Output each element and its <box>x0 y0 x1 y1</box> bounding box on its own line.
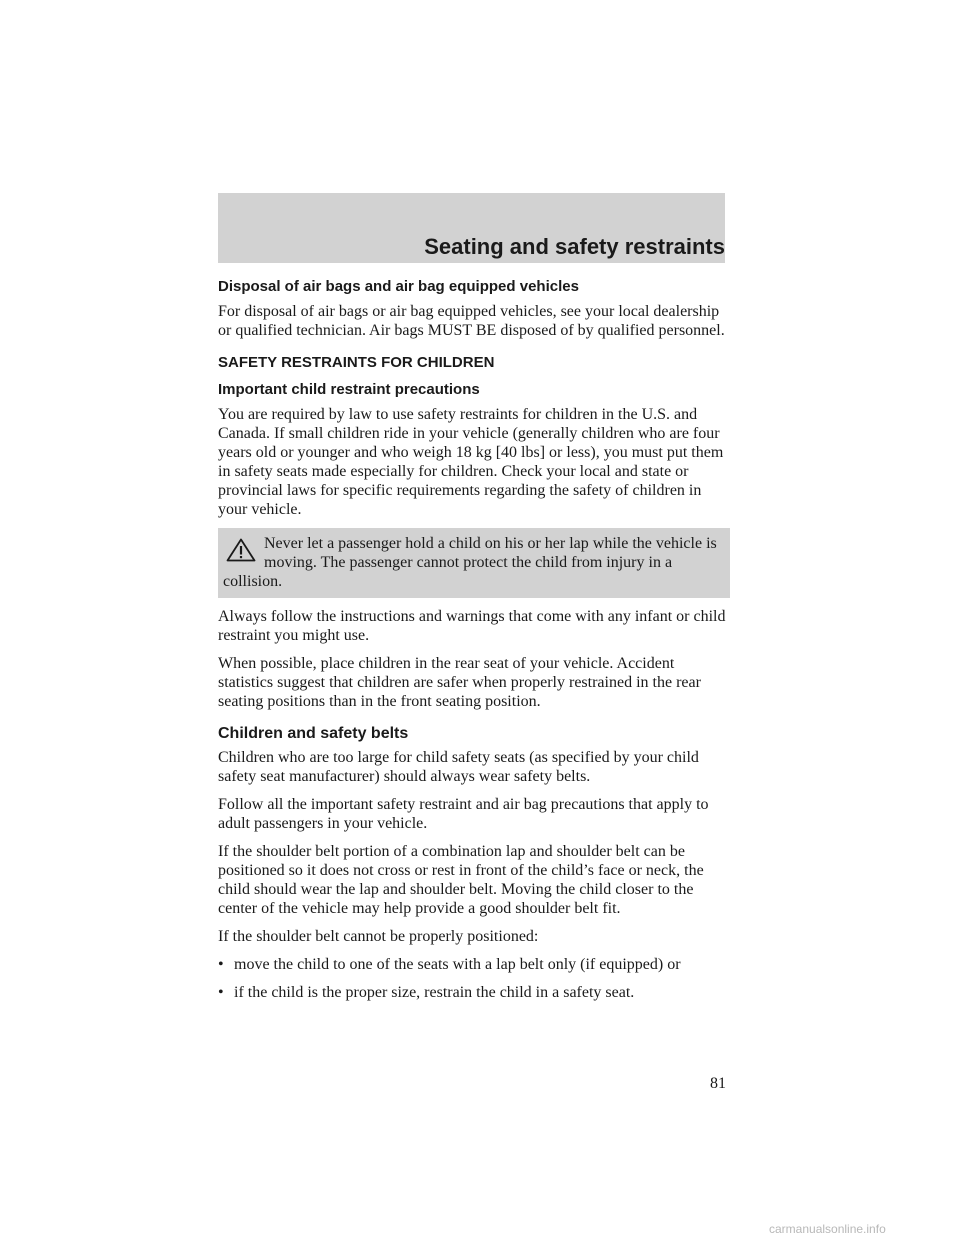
page-number: 81 <box>710 1075 726 1092</box>
warning-triangle-icon <box>226 538 256 562</box>
rear-seat-text: When possible, place children in the rear seat of your vehicle. Accident statistics suggest that children are safer when properly restrained in the rear seating positions than in the front seating position. <box>218 655 701 710</box>
follow-instructions-text: Always follow the instructions and warnings that come with any infant or child restraint you might use. <box>218 608 726 644</box>
precautions-heading: Important child restraint precautions <box>218 381 480 398</box>
safety-belts-p3: If the shoulder belt portion of a combination lap and shoulder belt can be positioned so it does not cross or rest in front of the child’s face or neck, the child should wear the lap and shoulder belt. Moving the child closer to the center of the vehicle may help provide a good shoulder belt fit. <box>218 843 704 917</box>
bullet-text: move the child to one of the seats with a lap belt only (if equipped) or <box>234 956 681 973</box>
bullet-item <box>218 983 730 1002</box>
bullet-item <box>218 955 730 974</box>
warning-text: Never let a passenger hold a child on his or her lap while the vehicle is moving. The passenger cannot protect the child from injury in a collision. <box>223 535 717 590</box>
safety-belts-p4: If the shoulder belt cannot be properly positioned: <box>218 928 539 945</box>
safety-belts-heading: Children and safety belts <box>218 725 409 742</box>
children-section-heading: SAFETY RESTRAINTS FOR CHILDREN <box>218 354 495 371</box>
bullet-glyph: • <box>218 984 224 1001</box>
safety-belts-p2: Follow all the important safety restraint and air bag precautions that apply to adult passengers in your vehicle. <box>218 796 709 832</box>
safety-belts-p1: Children who are too large for child safety seats (as specified by your child safety seat manufacturer) should always wear safety belts. <box>218 749 699 785</box>
disposal-body: For disposal of air bags or air bag equipped vehicles, see your local dealership or qualified technician. Air bags MUST BE disposed of by qualified personnel. <box>218 303 725 339</box>
page-content <box>218 278 730 1011</box>
warning-box <box>218 528 730 598</box>
watermark: carmanualsonline.info <box>769 1222 886 1236</box>
precautions-body: You are required by law to use safety restraints for children in the U.S. and Canada. If small children ride in your vehicle (generally children who are four years old or younger and who weigh 18 kg [40 lbs] or less), you must put them in safety seats made especially for children. Check your local and state or provincial laws for specific requirements regarding the safety of children in your vehicle. <box>218 406 724 518</box>
section-title: Seating and safety restraints <box>424 234 725 259</box>
bullet-text: if the child is the proper size, restrain the child in a safety seat. <box>234 984 635 1001</box>
disposal-heading: Disposal of air bags and air bag equipped vehicles <box>218 278 579 295</box>
section-header-band <box>218 193 725 263</box>
bullet-glyph: • <box>218 956 224 973</box>
